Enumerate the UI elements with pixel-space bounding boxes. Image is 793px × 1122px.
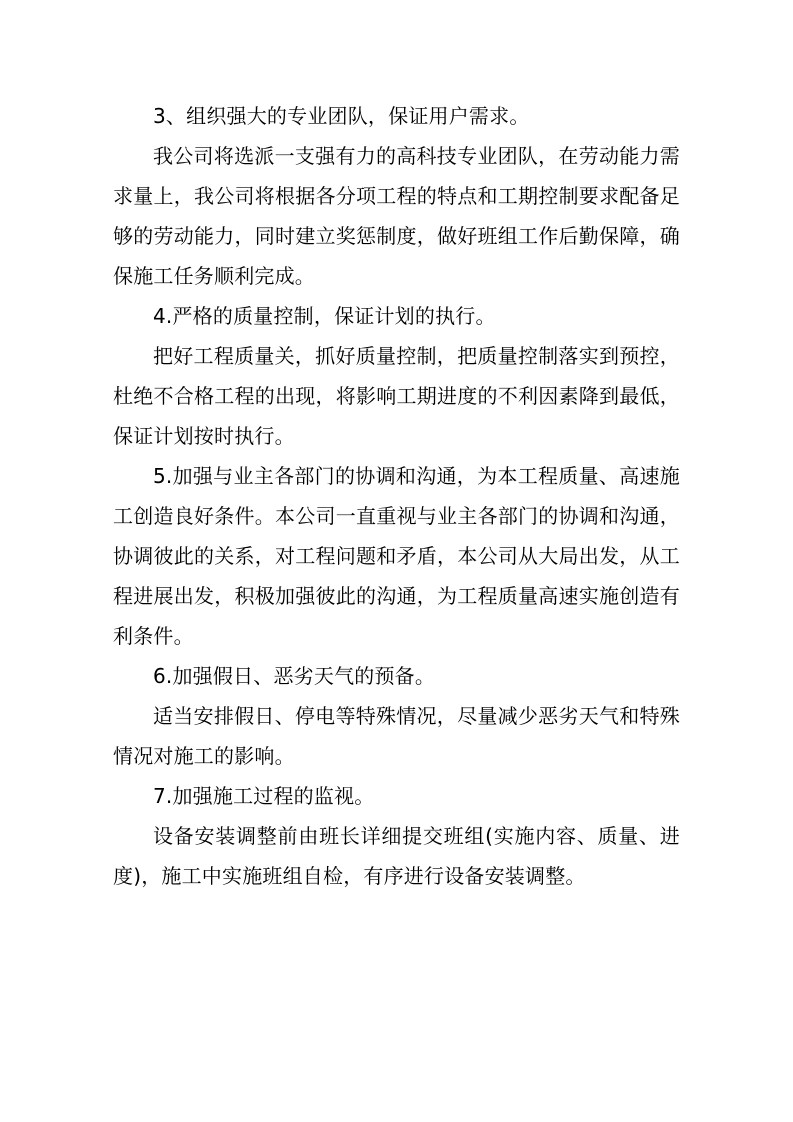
heading-4-quality-control: 4.严格的质量控制，保证计划的执行。 [153,304,496,328]
paragraph-holiday-weather: 适当安排假日、停电等特殊情况，尽量减少恶劣天气和特殊情况对施工的影响。 [113,704,680,768]
document-body [113,96,680,896]
paragraph-quality-control: 把好工程质量关，抓好质量控制，把质量控制落实到预控，杜绝不合格工程的出现，将影响工期进度的不利因素降到最低，保证计划按时执行。 [113,344,680,448]
paragraph-team-description: 我公司将选派一支强有力的高科技专业团队，在劳动能力需求量上，我公司将根据各分项工程的特点和工期控制要求配备足够的劳动能力，同时建立奖惩制度，做好班组工作后勤保障，确保施工任务顺利完成。 [113,144,680,288]
paragraph-5-coordination: 5.加强与业主各部门的协调和沟通，为本工程质量、高速施工创造良好条件。本公司一直重视与业主各部门的协调和沟通，协调彼此的关系，对工程问题和矛盾，本公司从大局出发，从工程进展出发，积极加强彼此的沟通，为工程质量高速实施创造有利条件。 [113,464,680,648]
heading-7-process-monitoring: 7.加强施工过程的监视。 [153,784,375,808]
heading-6-holiday-weather: 6.加强假日、恶劣天气的预备。 [153,664,436,688]
paragraph-process-monitoring: 设备安装调整前由班长详细提交班组(实施内容、质量、进度)，施工中实施班组自检，有序进行设备安装调整。 [113,824,680,888]
heading-3-professional-team: 3、组织强大的专业团队，保证用户需求。 [153,104,530,128]
